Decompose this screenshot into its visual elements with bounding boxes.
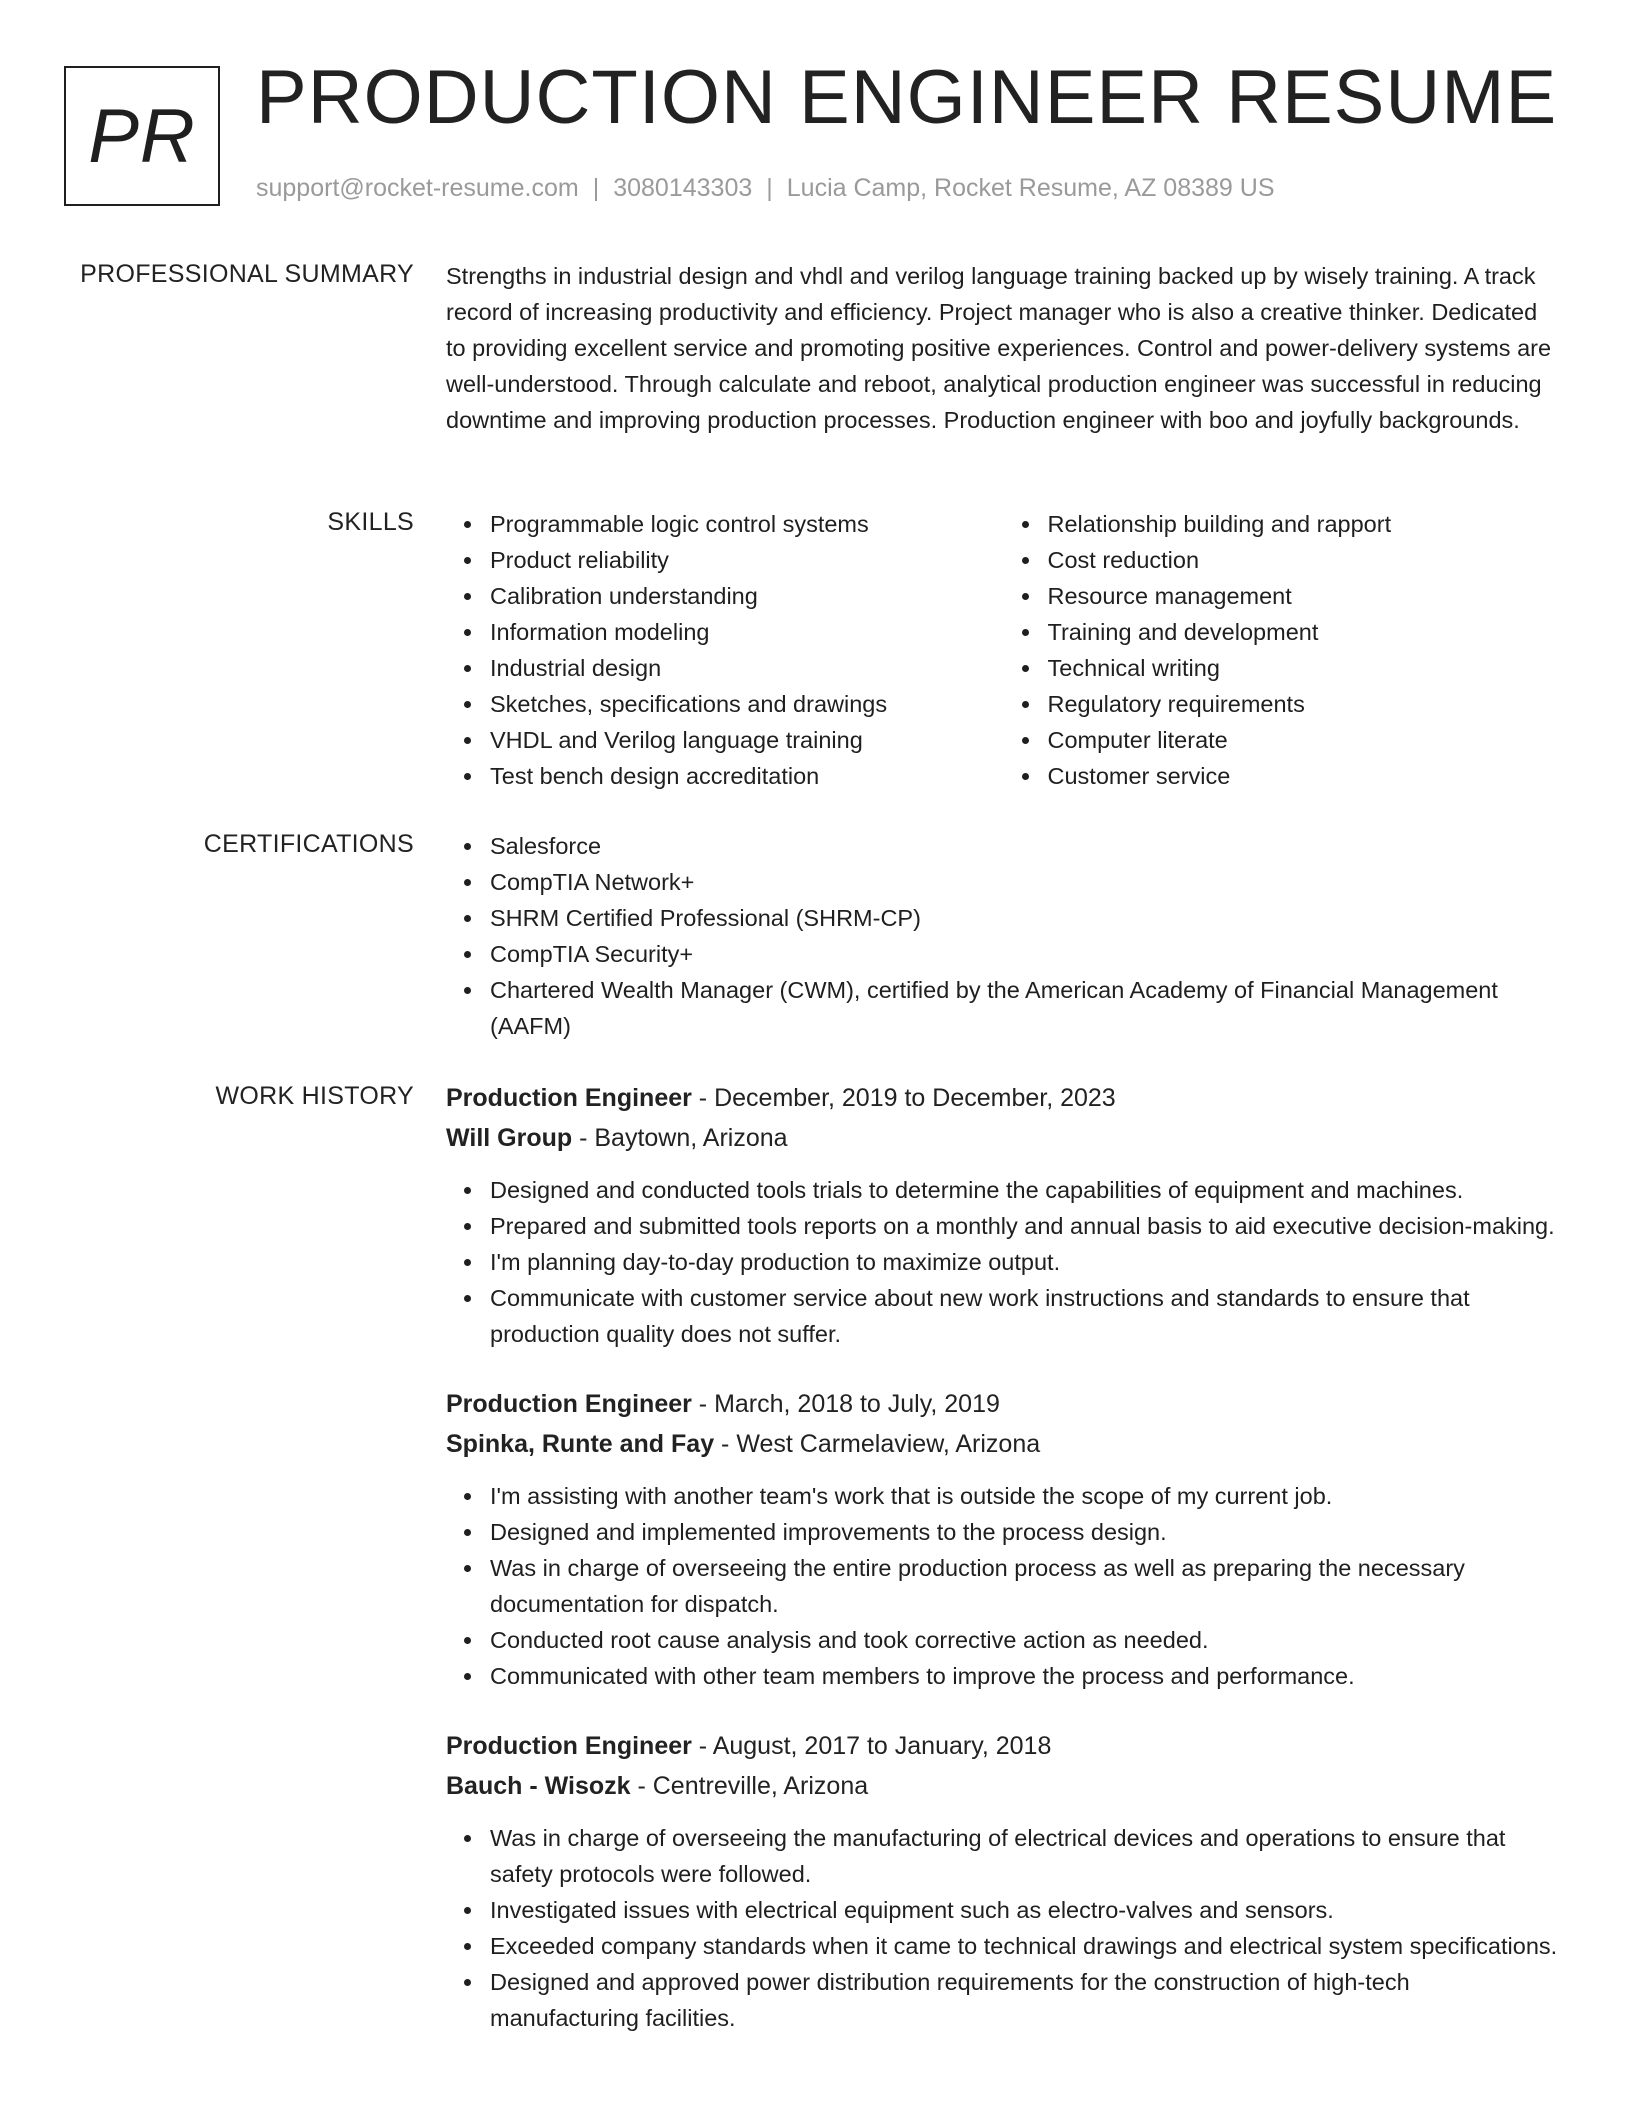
job-entry <box>446 1384 1561 1694</box>
contact-address: Lucia Camp, Rocket Resume, AZ 08389 US <box>786 174 1275 202</box>
skills-list-right <box>1004 506 1562 794</box>
job-duty: Investigated issues with electrical equipment such as electro-valves and sensors. <box>490 1892 1561 1928</box>
summary-heading: PROFESSIONAL SUMMARY <box>80 260 414 288</box>
job-duty: Conducted root cause analysis and took corrective action as needed. <box>490 1622 1561 1658</box>
skill-item: Computer literate <box>1048 722 1562 758</box>
skill-item: Industrial design <box>490 650 1004 686</box>
contact-phone: 3080143303 <box>613 174 753 202</box>
certification-item: SHRM Certified Professional (SHRM-CP) <box>490 900 1561 936</box>
skills-list-left <box>446 506 1004 794</box>
job-duty: Designed and conducted tools trials to determine the capabilities of equipment and machines. <box>490 1172 1561 1208</box>
certifications-list <box>446 828 1561 1044</box>
job-dates: - August, 2017 to January, 2018 <box>691 1732 1052 1760</box>
contact-separator: | <box>766 174 773 202</box>
skill-item: Training and development <box>1048 614 1562 650</box>
work-history-heading: WORK HISTORY <box>215 1082 414 1110</box>
skill-item: Relationship building and rapport <box>1048 506 1562 542</box>
job-duty: Designed and approved power distribution requirements for the construction of high-tech manufacturing facilities. <box>490 1964 1561 2036</box>
job-duty: I'm assisting with another team's work that is outside the scope of my current job. <box>490 1478 1561 1514</box>
job-company: Bauch - Wisozk <box>446 1772 631 1800</box>
skill-item: Product reliability <box>490 542 1004 578</box>
skill-item: Calibration understanding <box>490 578 1004 614</box>
job-duty: Exceeded company standards when it came to technical drawings and electrical system specifications. <box>490 1928 1561 1964</box>
job-duty: Was in charge of overseeing the entire production process as well as preparing the necessary documentation for dispatch. <box>490 1550 1561 1622</box>
job-duty: Designed and implemented improvements to the process design. <box>490 1514 1561 1550</box>
job-duties-list <box>446 1172 1561 1352</box>
contact-line <box>256 174 1275 203</box>
job-entry <box>446 1726 1561 2036</box>
certifications-body <box>446 828 1561 1044</box>
certifications-heading: CERTIFICATIONS <box>203 830 414 858</box>
summary-text: Strengths in industrial design and vhdl and verilog language training backed up by wisely training. A track record of increasing productivity and efficiency. Project manager who is also a creative thinker. Dedicated to providing excellent service and promoting positive experiences. Control and power-delivery systems are well-understood. Through calculate and reboot, analytical production engineer was successful in reducing downtime and improving production processes. Production engineer with boo and joyfully backgrounds. <box>446 263 1552 433</box>
job-dates: - March, 2018 to July, 2019 <box>691 1390 1000 1418</box>
contact-separator: | <box>592 174 600 202</box>
page-title: PRODUCTION ENGINEER RESUME <box>256 55 1558 140</box>
summary-body <box>446 258 1561 438</box>
job-location: - West Carmelaview, Arizona <box>714 1430 1041 1458</box>
certification-item: Chartered Wealth Manager (CWM), certified by the American Academy of Financial Management (AAFM) <box>490 972 1561 1044</box>
job-location: - Baytown, Arizona <box>572 1124 788 1152</box>
skill-item: Sketches, specifications and drawings <box>490 686 1004 722</box>
job-company-line <box>446 1766 1561 1806</box>
skills-body <box>446 506 1561 794</box>
skill-item: Test bench design accreditation <box>490 758 1004 794</box>
job-title-line <box>446 1078 1561 1118</box>
job-duty: Was in charge of overseeing the manufacturing of electrical devices and operations to ensure that safety protocols were followed. <box>490 1820 1561 1892</box>
contact-email: support@rocket-resume.com <box>256 174 579 202</box>
job-company: Spinka, Runte and Fay <box>446 1430 715 1458</box>
monogram-box <box>64 66 220 206</box>
skill-item: Programmable logic control systems <box>490 506 1004 542</box>
skill-item: VHDL and Verilog language training <box>490 722 1004 758</box>
job-company-line <box>446 1118 1561 1158</box>
certification-item: Salesforce <box>490 828 1561 864</box>
skill-item: Resource management <box>1048 578 1562 614</box>
job-title-line <box>446 1384 1561 1424</box>
job-title: Production Engineer <box>446 1084 692 1112</box>
monogram-initials: PR <box>88 93 196 179</box>
skill-item: Information modeling <box>490 614 1004 650</box>
skill-item: Customer service <box>1048 758 1562 794</box>
job-duty: I'm planning day-to-day production to maximize output. <box>490 1244 1561 1280</box>
job-company-line <box>446 1424 1561 1464</box>
job-duties-list <box>446 1820 1561 2036</box>
skill-item: Technical writing <box>1048 650 1562 686</box>
job-dates: - December, 2019 to December, 2023 <box>691 1084 1116 1112</box>
job-company: Will Group <box>446 1124 573 1152</box>
certification-item: CompTIA Security+ <box>490 936 1561 972</box>
job-title: Production Engineer <box>446 1732 692 1760</box>
job-duty: Communicate with customer service about new work instructions and standards to ensure that production quality does not suffer. <box>490 1280 1561 1352</box>
job-title-line <box>446 1726 1561 1766</box>
job-title: Production Engineer <box>446 1390 692 1418</box>
job-duty: Prepared and submitted tools reports on a monthly and annual basis to aid executive decision-making. <box>490 1208 1561 1244</box>
skill-item: Regulatory requirements <box>1048 686 1562 722</box>
job-location: - Centreville, Arizona <box>630 1772 869 1800</box>
job-duties-list <box>446 1478 1561 1694</box>
certification-item: CompTIA Network+ <box>490 864 1561 900</box>
skills-heading: SKILLS <box>327 508 414 536</box>
job-duty: Communicated with other team members to improve the process and performance. <box>490 1658 1561 1694</box>
work-history-body <box>446 1078 1561 2068</box>
job-entry <box>446 1078 1561 1352</box>
skill-item: Cost reduction <box>1048 542 1562 578</box>
